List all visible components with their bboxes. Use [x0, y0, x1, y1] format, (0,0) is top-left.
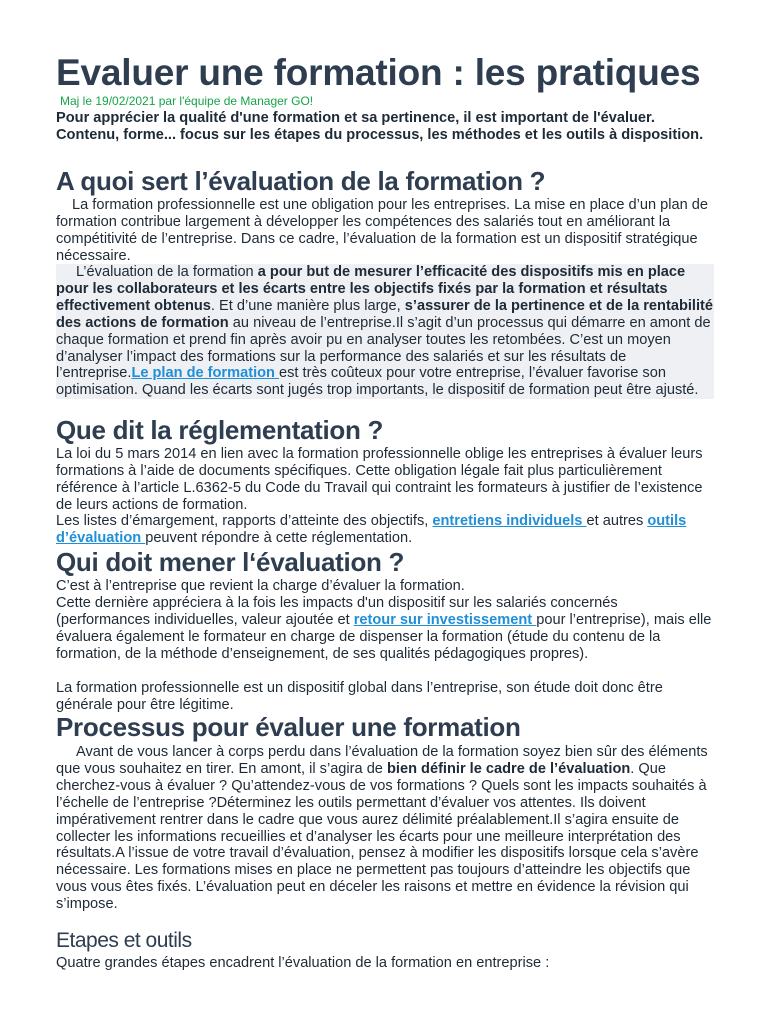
process-bold: bien définir le cadre de l’évaluation [386, 760, 631, 777]
purpose-bold-b: s’assurer de la pertinence et de la rentabilité des actions de formation [56, 297, 713, 331]
regulation-text-a: Les listes d’émargement, rapports d’atteinte des objectifs, [56, 513, 433, 529]
section-heading-purpose: A quoi sert l’évaluation de la formation ? [56, 166, 546, 196]
entretiens-individuels-link[interactable]: entretiens individuels [432, 513, 587, 529]
process-text-b: . Que cherchez-vous à évaluer ? Qu’attendez-vous de vos formations ? Quels sont les impacts souhaités à l’échelle de l’entreprise ?Déterminez les outils permettant d’évaluer vos attentes. Ils doivent impérativement rentrer dans le cadre que vous aurez délimité préalablement.Il s’agira ensuite de collecter les informations recueillies et d’analyser les écarts pour une meilleure interprétation des résultats.A l’issue de votre travail d’évaluation, pensez à modifier les dispositifs lorsque cela s’avère nécessaire. Les formations mises en place ne permettent pas toujours d’atteindre les objectifs que vous vous êtes fixés. L’évaluation peut en déceler les raisons et mettre en évidence la révision qui s’impose. [56, 760, 707, 913]
process-paragraph-1 [56, 744, 714, 913]
purpose-bold-a: a pour but de mesurer l’efficacité des dispositifs mis en place pour les collaborateurs et les écarts entre les objectifs fixés par la formation et résultats effectivement obtenus [56, 264, 686, 314]
who-text-a: Cette dernière appréciera à la fois les impacts d'un dispositif sur les salariés concernés (performances individuelles, valeur ajoutée et [56, 595, 618, 628]
who-text-b: pour l’entreprise), mais elle évaluera également le formateur en charge de dispenser la formation (étude du contenu de la formation, de la méthode d’enseignement, de ses qualités pédagogiques propres). [56, 611, 712, 662]
purpose-text-b: . Et d’une manière plus large, [210, 297, 405, 314]
section-heading-who: Qui doit mener l‘évaluation ? [56, 547, 405, 577]
plan-de-formation-link[interactable]: Le plan de formation [131, 365, 280, 382]
purpose-text-d: est très coûteux pour votre entreprise, l’évaluer favorise son optimisation. Quand les écarts sont jugés trop importants, le dispositif de formation peut être ajusté. [56, 365, 699, 399]
retour-sur-investissement-link[interactable]: retour sur investissement [353, 611, 537, 628]
page-title: Evaluer une formation : les pratiques [56, 52, 701, 93]
who-paragraph-2 [56, 595, 714, 663]
steps-paragraph-1: Quatre grandes étapes encadrent l’évaluation de la formation en entreprise : [56, 955, 550, 971]
who-paragraph-3: La formation professionnelle est un dispositif global dans l’entreprise, son étude doit donc être générale pour être légitime. [56, 680, 663, 713]
section-heading-regulation: Que dit la réglementation ? [56, 415, 384, 445]
regulation-text-b: et autres [586, 513, 648, 529]
section-heading-steps: Etapes et outils [56, 929, 192, 952]
purpose-text-c: au niveau de l’entreprise.Il s’agit d’un processus qui démarre en amont de chaque formation et prend fin après avoir pu en analyser toutes les retombées. C’est un moyen d’analyser l’impact des formations sur la performance des salariés et sur les résultats de l’entreprise. [56, 314, 711, 382]
regulation-text-c: peuvent répondre à cette réglementation. [145, 529, 413, 546]
purpose-paragraph-2 [56, 264, 714, 399]
who-paragraph-1: C’est à l’entreprise que revient la charge d’évaluer la formation. [56, 578, 465, 594]
update-line: Maj le 19/02/2021 par l'équipe de Manager GO! [60, 94, 314, 108]
purpose-text-a: L’évaluation de la formation [76, 264, 258, 280]
regulation-paragraph-1: La loi du 5 mars 2014 en lien avec la formation professionnelle oblige les entreprises à évaluer leurs formations à l’aide de documents spécifiques. Cette obligation légale fait plus particulièrement référence à l’article L.6362-5 du Code du Travail qui contraint les formateurs à justifier de l’existence de leurs actions de formation. [56, 446, 703, 513]
section-heading-process: Processus pour évaluer une formation [56, 712, 521, 742]
process-text-a: Avant de vous lancer à corps perdu dans l’évaluation de la formation soyez bien sûr des éléments que vous souhaitez en tirer. En amont, il s’agira de [56, 744, 708, 777]
outils-evaluation-link[interactable]: outils d’évaluation [56, 513, 687, 546]
regulation-paragraph-2 [56, 513, 714, 547]
purpose-paragraph-1: La formation professionnelle est une obligation pour les entreprises. La mise en place d’un plan de formation contribue largement à développer les compétences des salariés tout en améliorant la compétitivité de l’entreprise. Dans ce cadre, l’évaluation de la formation est un dispositif stratégique nécessaire. [56, 197, 709, 264]
lead-paragraph: Pour apprécier la qualité d'une formation et sa pertinence, il est important de l'évaluer. Contenu, forme... focus sur les étapes du processus, les méthodes et les outils à disposition. [56, 110, 704, 143]
